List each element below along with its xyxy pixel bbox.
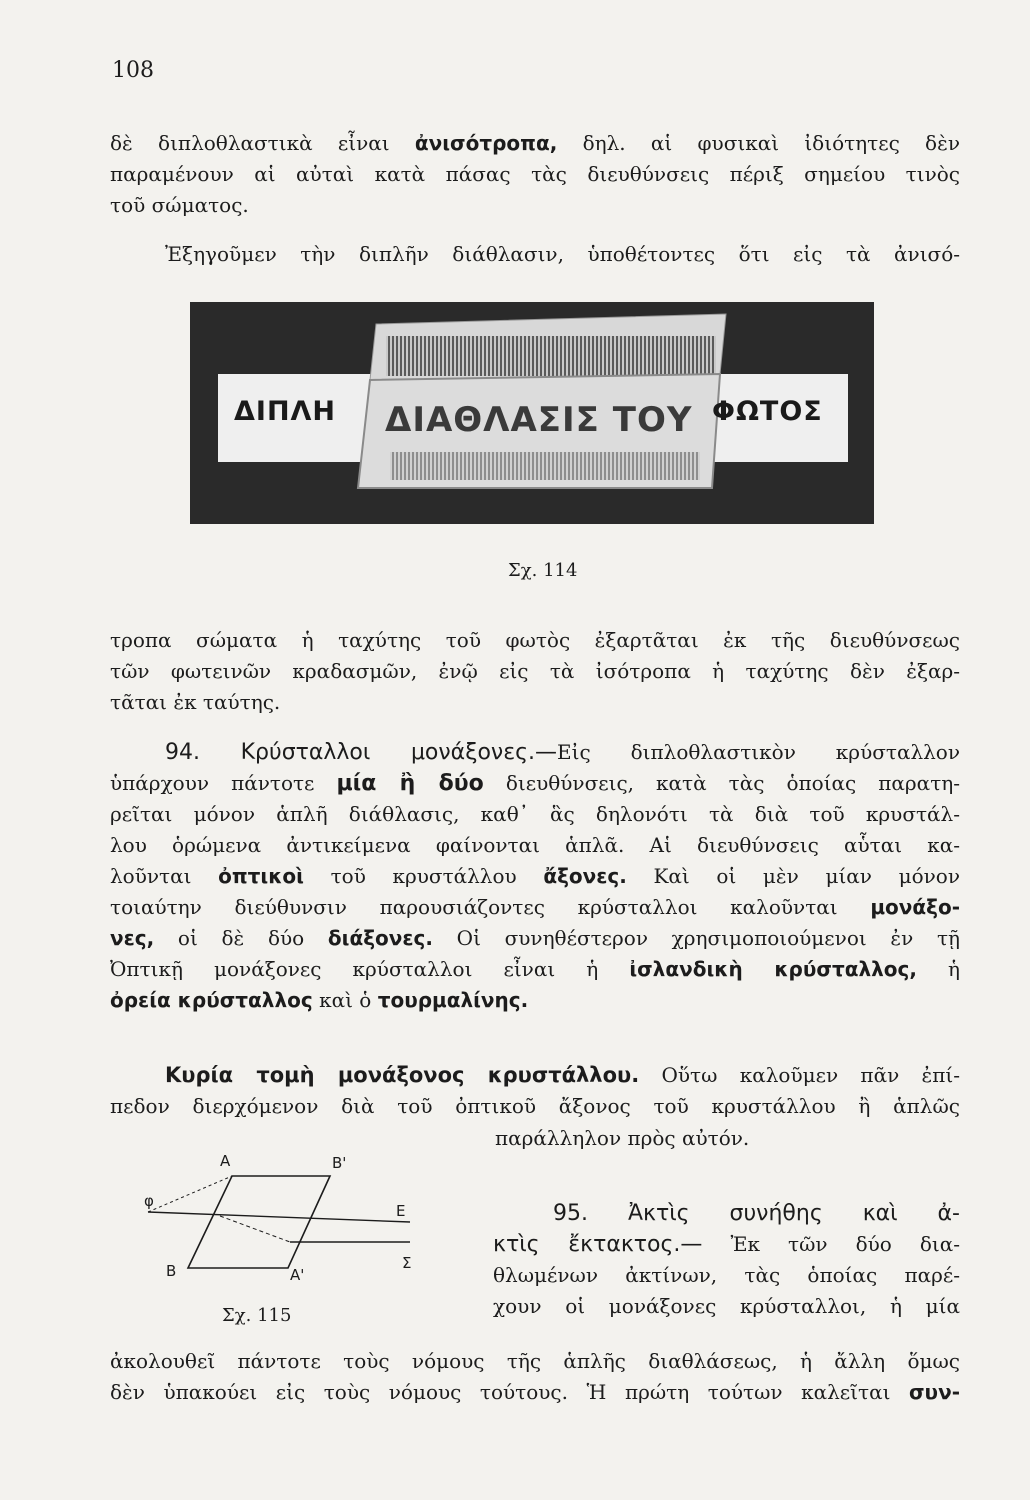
text-line (110, 954, 960, 985)
banner-word-right: ΦΩΤΟΣ (712, 396, 823, 427)
ray-ordinary (148, 1212, 410, 1222)
text-line (110, 737, 960, 768)
figure-115-diagram (140, 1150, 440, 1295)
label-a-prime: Α' (290, 1266, 305, 1284)
bold-term: ἰσλανδικὴ κρύσταλλος, (629, 957, 917, 981)
page-number: 108 (112, 58, 154, 83)
text-line (110, 985, 960, 1016)
section-95-continued (110, 1346, 960, 1408)
text-run: τοιαύτην διεύθυνσιν παρουσιάζοντες κρύσταλλοι καλοῦνται (110, 895, 838, 919)
label-b: Β (166, 1262, 177, 1280)
bold-term: διάξονες. (327, 926, 433, 950)
text-run: τοῦ κρυστάλλου (330, 864, 517, 888)
text-line: τοῦ σώματος. (110, 193, 249, 217)
text-run: λοῦνται (110, 864, 192, 888)
text-run: Οὕτω καλοῦμεν πᾶν ἐπί- (661, 1063, 961, 1087)
text-line (110, 1377, 960, 1408)
bold-term: ὀρεία κρύσταλλος (110, 988, 313, 1012)
bold-term: συν- (908, 1380, 960, 1404)
section-95 (493, 1198, 960, 1322)
label-a: Α (220, 1152, 231, 1170)
text-line: ἀκολουθεῖ πάντοτε τοὺς νόμους τῆς ἁπλῆς διαθλάσεως, ἡ ἄλλη ὅμως (110, 1349, 960, 1373)
text-line: παράλληλον πρὸς αὐτόν. (495, 1126, 750, 1150)
principal-plane-heading: Κυρία τομὴ μονάξονος κρυστάλλου. (165, 1063, 640, 1087)
text-line: Ἐξηγοῦμεν τὴν διπλῆν διάθλασιν, ὑποθέτοντες ὅτι εἰς τὰ ἀνισό- (165, 242, 960, 266)
text-run: Ἐκ τῶν δύο δια- (730, 1232, 961, 1256)
text-line (110, 923, 960, 954)
text-run: Καὶ οἱ μὲν μίαν μόνον (653, 864, 960, 888)
bold-term: μονάξο- (870, 895, 960, 919)
text-line: ρεῖται μόνον ἁπλῆ διάθλασις, καθ᾽ ἃς δηλονότι τὰ διὰ τοῦ κρυστάλ- (110, 802, 960, 826)
text-line: λου ὁρώμενα ἀντικείμενα φαίνονται ἁπλᾶ. Αἱ διευθύνσεις αὗται κα- (110, 833, 960, 857)
section-95-heading-cont: κτὶς ἔκτακτος.— (493, 1232, 703, 1257)
text-line: πεδον διερχόμενον διὰ τοῦ ὀπτικοῦ ἄξονος τοῦ κρυστάλλου ἢ ἁπλῶς (110, 1094, 960, 1118)
bold-term: τουρμαλίνης. (377, 988, 529, 1012)
section-principal-plane (110, 1060, 960, 1122)
text-line: τᾶται ἐκ ταύτης. (110, 690, 281, 714)
crystal-parallelogram (188, 1176, 330, 1268)
text-run: δηλ. αἱ φυσικαὶ ἰδιότητες δὲν (582, 131, 960, 155)
figure-114-caption: Σχ. 114 (508, 560, 578, 581)
label-b-prime: Β' (332, 1154, 347, 1172)
text-line (493, 1198, 960, 1229)
paragraph-explanation (110, 239, 960, 270)
text-run: Ὀπτικῇ μονάξονες κρύσταλλοι εἶναι ἡ (110, 957, 599, 981)
text-run: καὶ ὁ (319, 988, 372, 1012)
text-line: χουν οἱ μονάξονες κρύσταλλοι, ἡ μία (493, 1294, 960, 1318)
figure-115-caption: Σχ. 115 (222, 1305, 292, 1326)
text-line (110, 1060, 960, 1091)
figure-114-banner (190, 302, 874, 524)
crystal-bottom-hatching (390, 452, 700, 480)
text-run: Εἰς διπλοθλαστικὸν κρύσταλλον (557, 740, 960, 764)
crystal-hatching (386, 336, 716, 376)
text-line: παραμένουν αἱ αὐταὶ κατὰ πάσας τὰς διευθύνσεις πέριξ σημείου τινὸς (110, 162, 960, 186)
text-run: ὑπάρχουν πάντοτε (110, 771, 315, 795)
principal-plane-last-line (495, 1123, 795, 1154)
text-line: τῶν φωτεινῶν κραδασμῶν, ἐνῷ εἰς τὰ ἰσότροπα ἡ ταχύτης δὲν ἐξαρ- (110, 659, 960, 683)
text-line: τροπα σώματα ἡ ταχύτης τοῦ φωτὸς ἐξαρτᾶται ἐκ τῆς διευθύνσεως (110, 628, 960, 652)
bold-term: ἄξονες. (543, 864, 627, 888)
bold-term: ὀπτικοὶ (218, 864, 304, 888)
ray-extraordinary-inside (220, 1216, 290, 1242)
text-line (110, 128, 960, 159)
section-94 (110, 737, 960, 1016)
label-sigma: Σ (402, 1254, 412, 1272)
text-line (110, 861, 960, 892)
text-run: οἱ δὲ δύο (177, 926, 305, 950)
section-95-heading: 95. Ἀκτὶς συνήθης καὶ ἀ- (553, 1201, 960, 1226)
text-run: ἡ (948, 957, 961, 981)
paragraph-anisotropic (110, 128, 960, 221)
text-run: δὲν ὑπακούει εἰς τοὺς νόμους τούτους. Ἡ πρώτη τούτων καλεῖται (110, 1380, 891, 1404)
label-phi: φ (144, 1192, 154, 1210)
text-run: διευθύνσεις, κατὰ τὰς ὁποίας παρατη- (505, 771, 960, 795)
banner-word-middle: ΔΙΑΘΛΑΣΙΣ ΤΟΥ (385, 400, 693, 440)
bold-term: ἀνισότροπα, (414, 131, 558, 155)
label-e: Ε (396, 1202, 406, 1220)
text-line (493, 1229, 960, 1260)
text-run: δὲ διπλοθλαστικὰ εἶναι (110, 131, 390, 155)
text-line (110, 768, 960, 799)
text-line: θλωμένων ἀκτίνων, τὰς ὁποίας παρέ- (493, 1263, 960, 1287)
bold-term: μία ἢ δύο (336, 771, 484, 796)
bold-term: νες, (110, 926, 155, 950)
section-94-heading: 94. Κρύσταλλοι μονάξονες.— (165, 740, 558, 765)
text-line (110, 892, 960, 923)
construction-line (148, 1176, 232, 1212)
banner-word-left: ΔΙΠΛΗ (234, 396, 337, 427)
paragraph-speed (110, 625, 960, 718)
text-run: Οἱ συνηθέστερον χρησιμοποιούμενοι ἐν τῇ (456, 926, 961, 950)
